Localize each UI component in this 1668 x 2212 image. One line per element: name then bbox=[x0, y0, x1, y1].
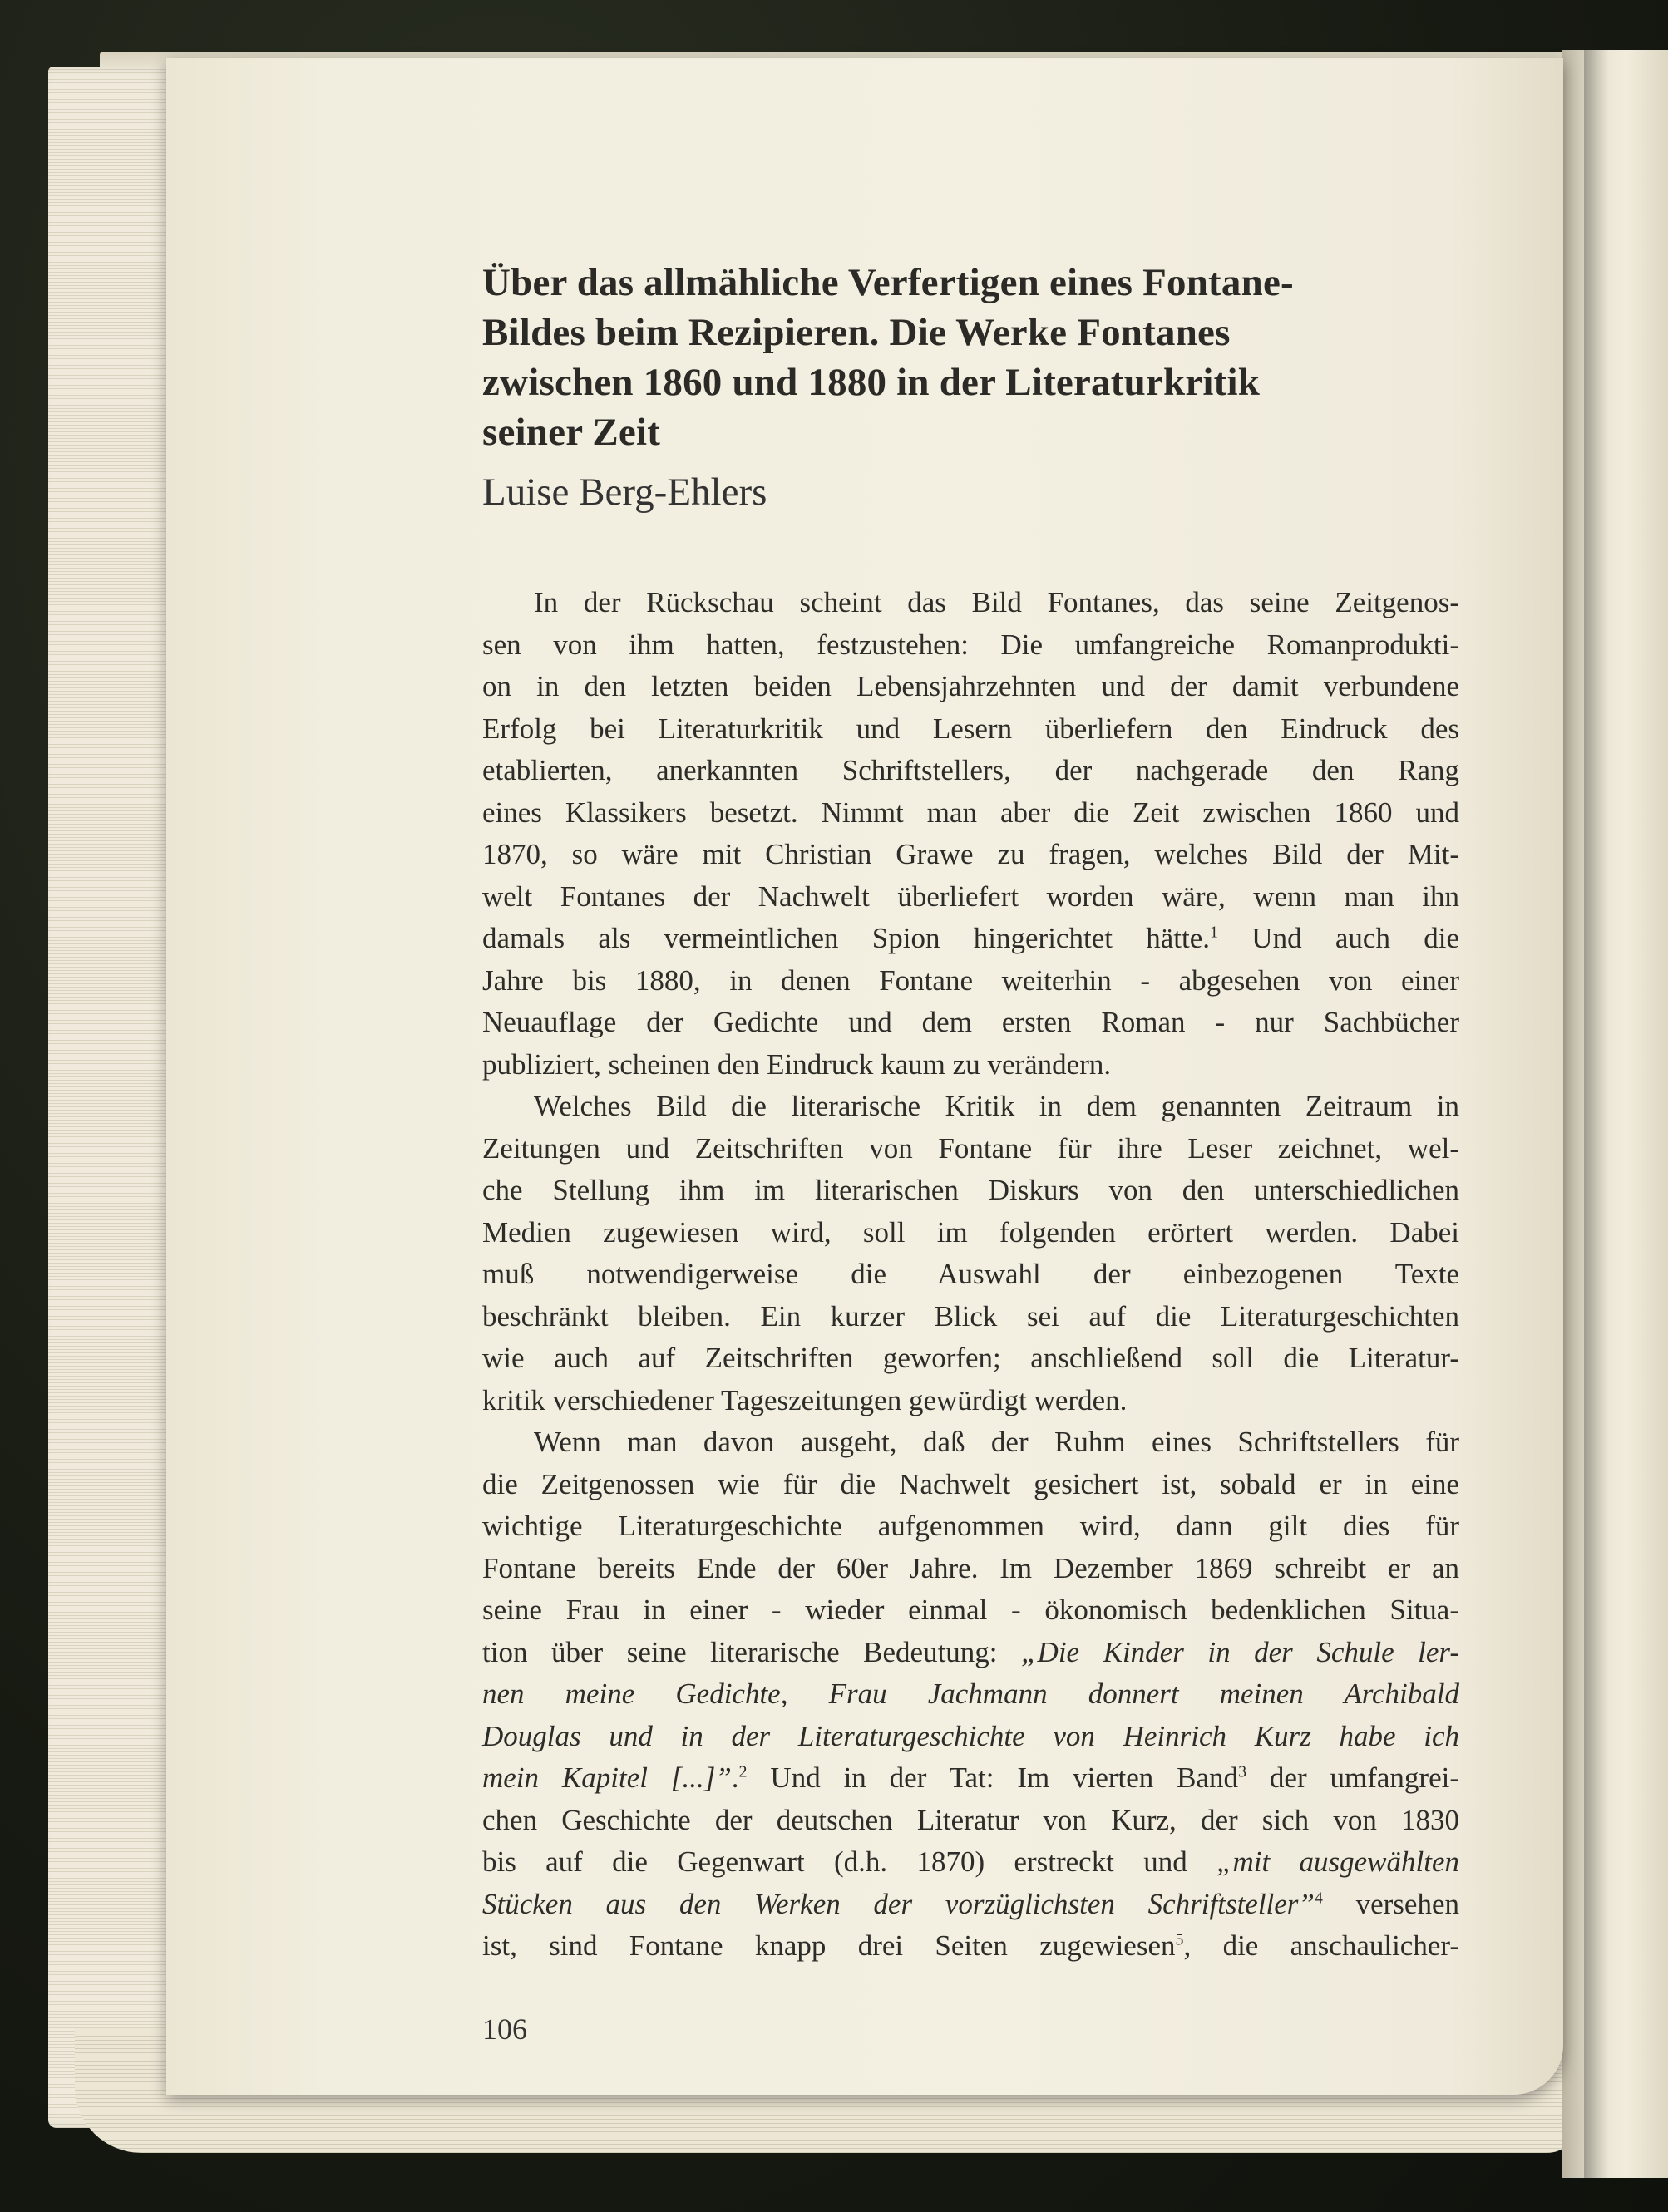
text-run: damals als vermeintlichen Spion hingerichtet hätte. bbox=[482, 922, 1211, 954]
body-line bbox=[482, 1884, 1459, 1926]
text-run: Neuauflage der Gedichte und dem ersten Roman - nur Sachbücher bbox=[482, 1006, 1459, 1038]
text-run: ist, sind Fontane knapp drei Seiten zugewiesen bbox=[482, 1929, 1176, 1962]
body-line bbox=[482, 1464, 1459, 1506]
page-number: 106 bbox=[482, 2012, 527, 2046]
text-run: muß notwendigerweise die Auswahl der einbezogenen Texte bbox=[482, 1258, 1459, 1290]
body-line bbox=[482, 1170, 1459, 1212]
text-run: Medien zugewiesen wird, soll im folgenden erörtert werden. Dabei bbox=[482, 1215, 1459, 1249]
text-run: Und in der Tat: Im vierten Band bbox=[747, 1761, 1239, 1794]
italic-quote: mein Kapitel [...]” bbox=[482, 1761, 732, 1794]
text-run: 1870, so wäre mit Christian Grawe zu fragen, welches Bild der Mit- bbox=[482, 838, 1459, 870]
title-line: Über das allmähliche Verfertigen eines Fontane- bbox=[482, 261, 1294, 304]
text-run: bis auf die Gegenwart (d.h. 1870) erstreckt und bbox=[482, 1845, 1217, 1878]
body-line bbox=[482, 1925, 1459, 1968]
italic-quote: „Die Kinder in der Schule ler- bbox=[1021, 1635, 1459, 1668]
article-header bbox=[482, 258, 1459, 517]
italic-quote: Stücken aus den Werken der vorzüglichsten Schriftsteller” bbox=[482, 1887, 1315, 1920]
article-author: Luise Berg-Ehlers bbox=[482, 470, 767, 514]
book-gutter bbox=[1562, 50, 1668, 2178]
body-line bbox=[482, 1421, 1459, 1464]
body-line bbox=[482, 960, 1459, 1003]
text-run: welt Fontanes der Nachwelt überliefert worden wäre, wenn man ihn bbox=[482, 879, 1459, 913]
italic-quote: nen meine Gedichte, Frau Jachmann donnert meinen Archibald bbox=[482, 1677, 1459, 1710]
text-run: Wenn man davon ausgeht, daß der Ruhm eines Schriftstellers für bbox=[534, 1426, 1459, 1458]
text-run: chen Geschichte der deutschen Literatur von Kurz, der sich von 1830 bbox=[482, 1803, 1459, 1836]
text-run: publiziert, scheinen den Eindruck kaum zu verändern. bbox=[482, 1047, 1112, 1081]
body-line bbox=[482, 1632, 1459, 1674]
text-run: sen von ihm hatten, festzustehen: Die umfangreiche Romanprodukti- bbox=[482, 628, 1459, 661]
footnote-marker: 4 bbox=[1314, 1888, 1323, 1907]
body-line bbox=[482, 1548, 1459, 1590]
body-line bbox=[482, 834, 1459, 876]
text-run: der umfangrei- bbox=[1246, 1761, 1459, 1794]
body-line bbox=[482, 1589, 1459, 1632]
italic-quote: „mit ausgewählten bbox=[1216, 1845, 1459, 1878]
body-line bbox=[482, 1673, 1459, 1716]
footnote-marker: 2 bbox=[738, 1762, 748, 1781]
body-line bbox=[482, 1212, 1459, 1254]
body-line bbox=[482, 792, 1459, 835]
body-line bbox=[482, 1757, 1459, 1800]
footnote-marker: 1 bbox=[1210, 923, 1219, 942]
article-body bbox=[482, 582, 1459, 1968]
text-run: versehen bbox=[1322, 1887, 1459, 1920]
body-line bbox=[482, 918, 1459, 960]
body-line bbox=[482, 1800, 1459, 1842]
body-line bbox=[482, 624, 1459, 667]
text-run: Erfolg bei Literaturkritik und Lesern überliefern den Eindruck des bbox=[482, 712, 1459, 745]
text-run: Zeitungen und Zeitschriften von Fontane für ihre Leser zeichnet, wel- bbox=[482, 1131, 1459, 1165]
text-run: Welches Bild die literarische Kritik in dem genannten Zeitraum in bbox=[534, 1090, 1459, 1122]
title-line: seiner Zeit bbox=[482, 411, 661, 454]
body-line bbox=[482, 1002, 1459, 1044]
text-run: . bbox=[731, 1761, 739, 1794]
text-run: die Zeitgenossen wie für die Nachwelt gesichert ist, sobald er in eine bbox=[482, 1467, 1459, 1500]
text-run: seine Frau in einer - wieder einmal - ökonomisch bedenklichen Situa- bbox=[482, 1594, 1459, 1626]
body-line bbox=[482, 708, 1459, 751]
text-run: wichtige Literaturgeschichte aufgenommen wird, dann gilt dies für bbox=[482, 1510, 1459, 1542]
text-run: tion über seine literarische Bedeutung: bbox=[482, 1635, 1022, 1668]
footnote-marker: 5 bbox=[1175, 1930, 1184, 1949]
body-line bbox=[482, 582, 1459, 624]
gutter-shadow bbox=[1584, 50, 1609, 2178]
body-line bbox=[482, 1296, 1459, 1338]
text-run: on in den letzten beiden Lebensjahrzehnten und der damit verbundene bbox=[482, 670, 1459, 702]
body-line bbox=[482, 1380, 1459, 1422]
text-run: kritik verschiedener Tageszeitungen gewürdigt werden. bbox=[482, 1383, 1128, 1416]
body-line bbox=[482, 1044, 1459, 1086]
body-line bbox=[482, 876, 1459, 919]
italic-quote: Douglas und in der Literaturgeschichte von Heinrich Kurz habe ich bbox=[482, 1719, 1459, 1752]
body-line bbox=[482, 1254, 1459, 1296]
title-line: Bildes beim Rezipieren. Die Werke Fontanes bbox=[482, 311, 1231, 354]
text-run: Jahre bis 1880, in denen Fontane weiterhin - abgesehen von einer bbox=[482, 963, 1459, 997]
text-run: eines Klassikers besetzt. Nimmt man aber die Zeit zwischen 1860 und bbox=[482, 796, 1459, 829]
text-run: Fontane bereits Ende der 60er Jahre. Im Dezember 1869 schreibt er an bbox=[482, 1551, 1459, 1584]
text-run: In der Rückschau scheint das Bild Fontanes, das seine Zeitgenos- bbox=[534, 586, 1459, 618]
body-line bbox=[482, 1086, 1459, 1128]
text-run: Und auch die bbox=[1218, 922, 1459, 954]
body-line bbox=[482, 1338, 1459, 1380]
body-line bbox=[482, 666, 1459, 708]
body-line bbox=[482, 1128, 1459, 1170]
body-line bbox=[482, 1505, 1459, 1548]
text-run: wie auch auf Zeitschriften geworfen; anschließend soll die Literatur- bbox=[482, 1342, 1459, 1374]
text-run: che Stellung ihm im literarischen Diskurs von den unterschiedlichen bbox=[482, 1174, 1459, 1206]
title-line: zwischen 1860 und 1880 in der Literaturkritik bbox=[482, 361, 1261, 404]
body-line bbox=[482, 750, 1459, 792]
text-run: , die anschaulicher- bbox=[1183, 1929, 1459, 1962]
body-line bbox=[482, 1716, 1459, 1758]
text-run: etablierten, anerkannten Schriftstellers, der nachgerade den Rang bbox=[482, 754, 1459, 786]
footnote-marker: 3 bbox=[1238, 1762, 1247, 1781]
article-title bbox=[482, 258, 1459, 457]
body-line bbox=[482, 1841, 1459, 1884]
text-run: beschränkt bleiben. Ein kurzer Blick sei auf die Literaturgeschichten bbox=[482, 1299, 1459, 1333]
